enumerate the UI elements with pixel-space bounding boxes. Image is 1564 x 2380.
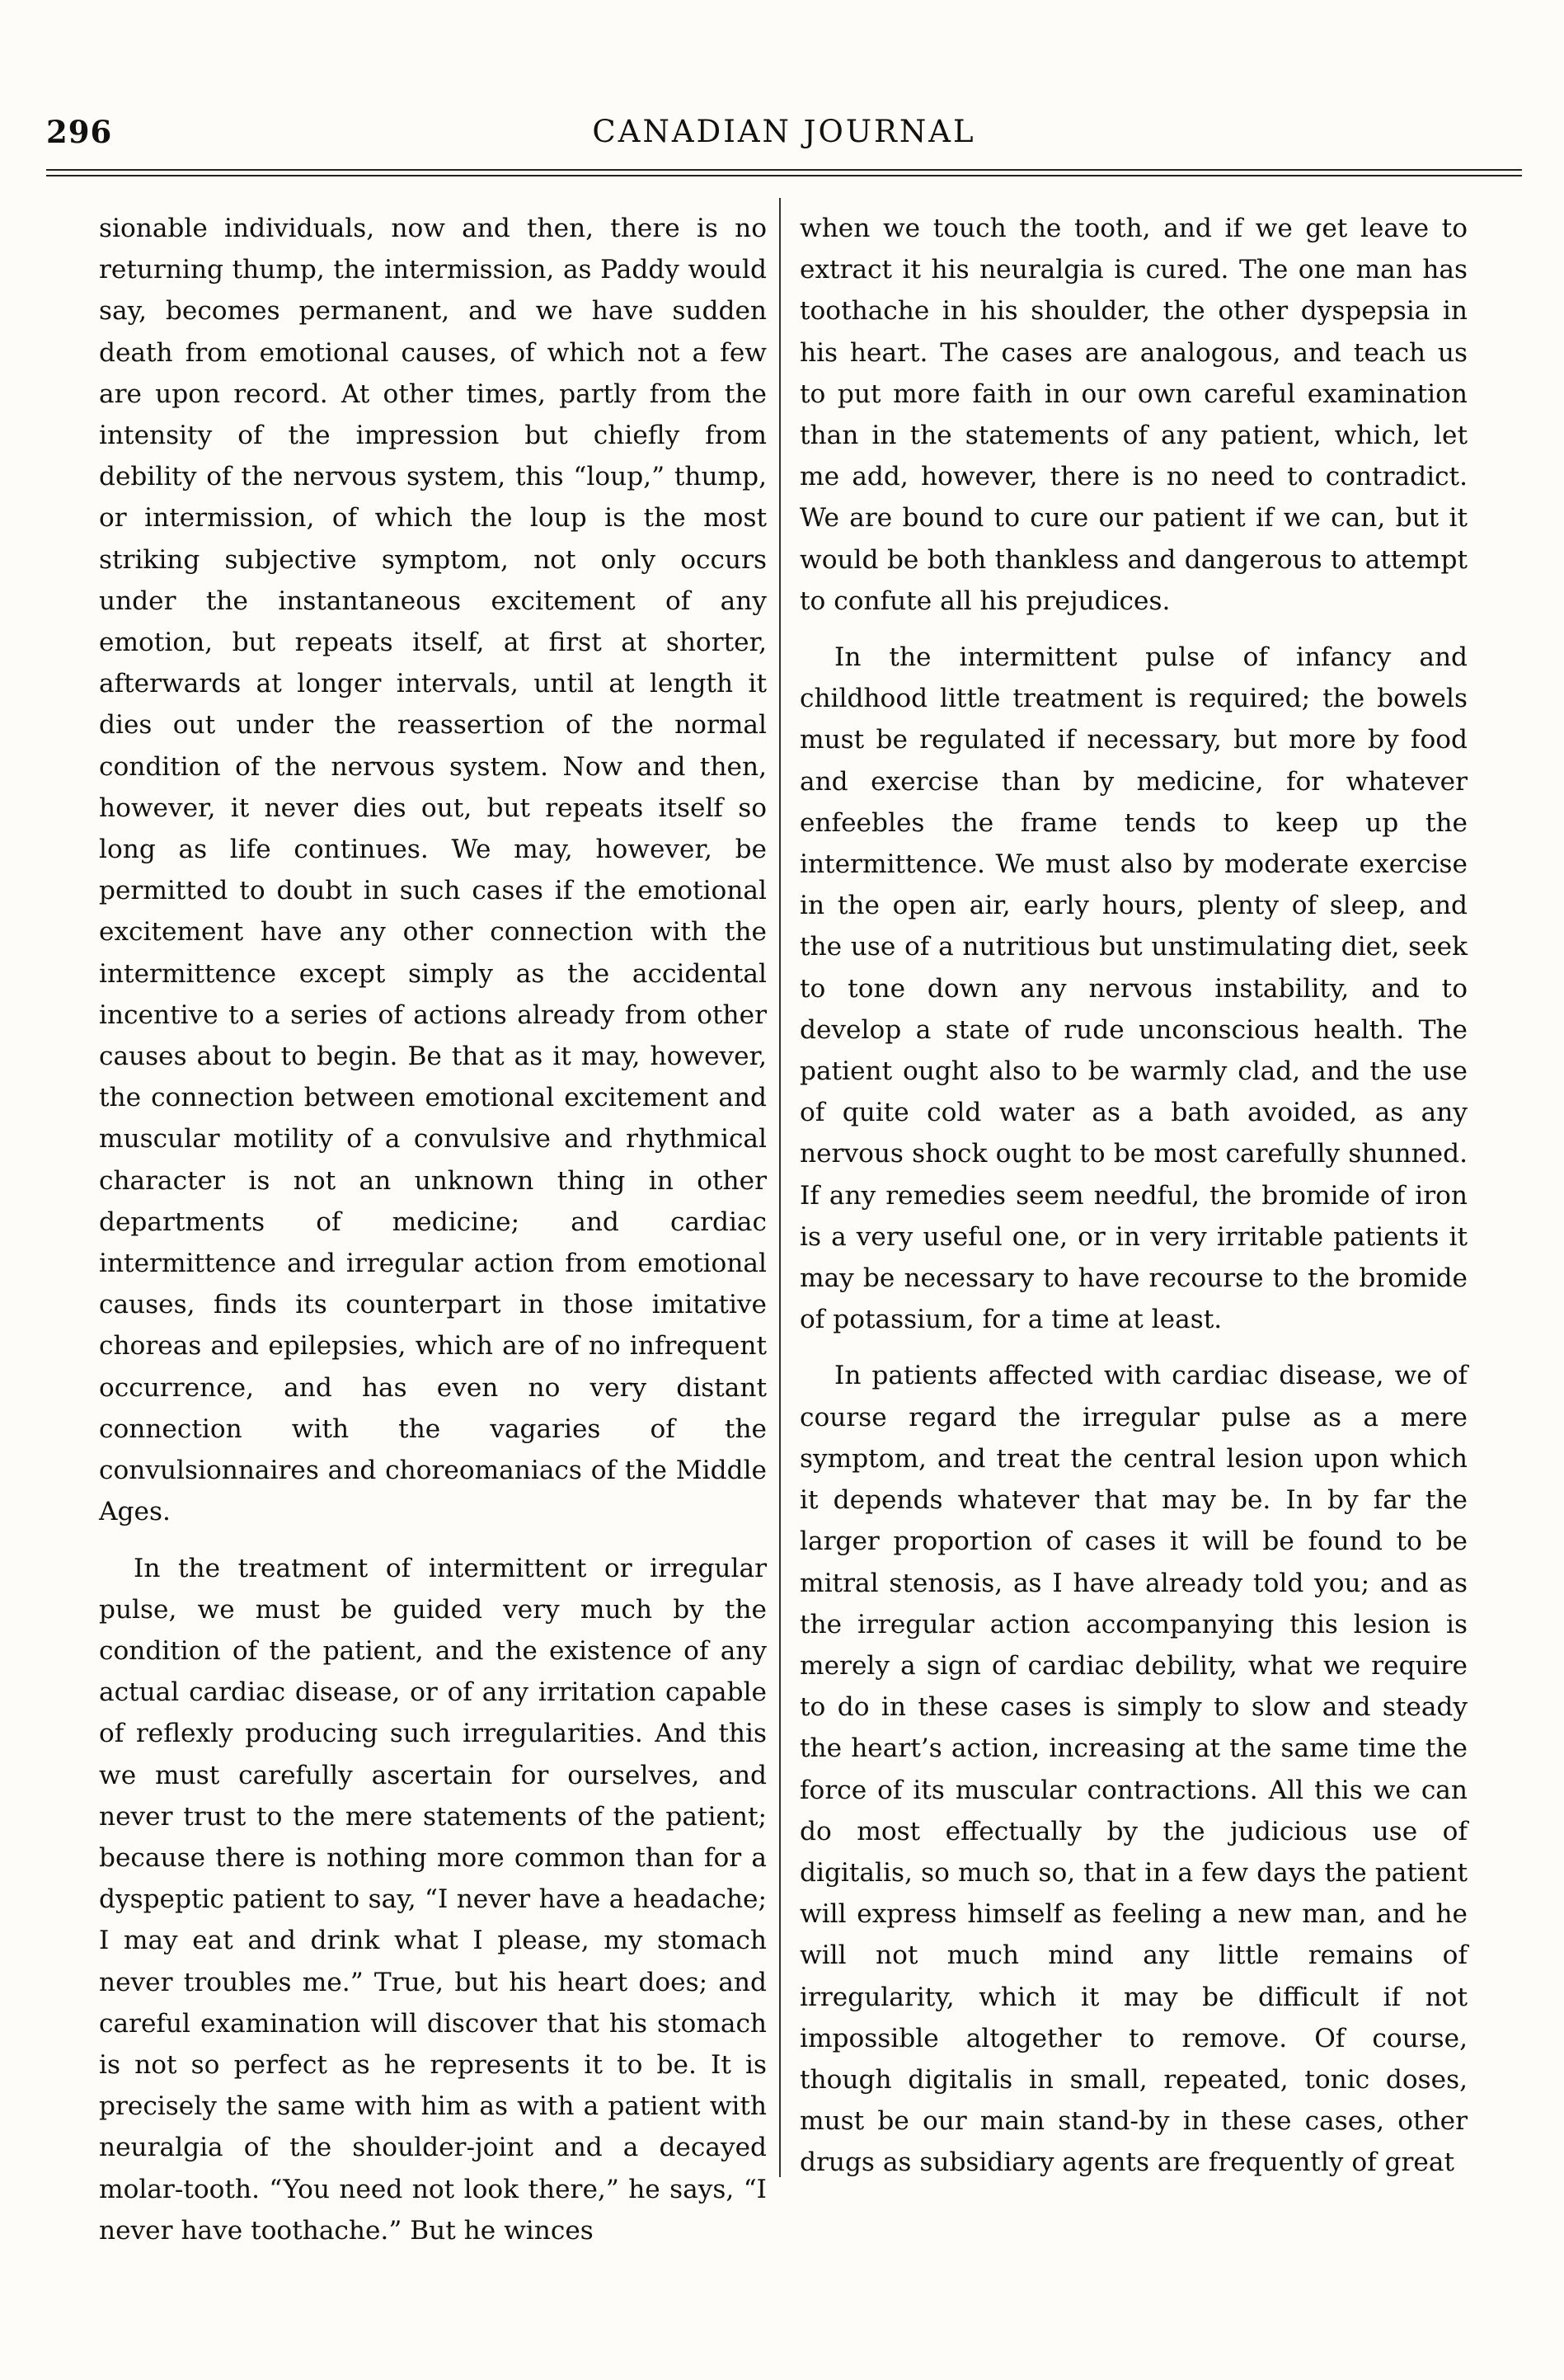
running-head: CANADIAN JOURNAL bbox=[592, 114, 976, 149]
left-paragraph-1: sionable individuals, now and then, there is no returning thump, the intermission, as Paddy would say, becomes permanent, and we have sudden death from emotional causes, of which not a few are upon record. At other times, partly from the intensity of the impression but chiefly from debility of the nervous system, this “loup,” thump, or intermission, of which the loup is the most striking subjective symptom, not only occurs under the instantaneous excitement of any emotion, but repeats itself, at first at shorter, afterwards at longer intervals, until at length it dies out under the reassertion of the normal condition of the nervous system. Now and then, however, it never dies out, but repeats itself so long as life continues. We may, however, be permitted to doubt in such cases if the emotional excitement have any other connection with the intermittence except simply as the accidental incentive to a series of actions already from other causes about to begin. Be that as it may, however, the connection between emotional excitement and muscular motility of a convulsive and rhythmical character is not an unknown thing in other departments of medicine; and cardiac intermittence and irregular action from emotional causes, finds its counterpart in those imitative choreas and epilepsies, which are of no infrequent occurrence, and has even no very distant connection with the vagaries of the convulsionnaires and choreomaniacs of the Middle Ages. bbox=[99, 214, 767, 1527]
header-rule-top bbox=[46, 169, 1522, 171]
right-paragraph-2: In the intermittent pulse of infancy and childhood little treatment is required; the bowels must be regulated if necessary, but more by food and exercise than by medicine, for whatever enfeebles the frame tends to keep up the intermittence. We must also by moderate exercise in the open air, early hours, plenty of sleep, and the use of a nutritious but unstimulating diet, seek to tone down any nervous instability, and to develop a state of rude unconscious health. The patient ought also to be warmly clad, and the use of quite cold water as a bath avoided, as any nervous shock ought to be most carefully shunned. If any remedies seem needful, the bromide of iron is a very useful one, or in very irritable patients it may be necessary to have recourse to the bromide of potassium, for a time at least. bbox=[800, 642, 1468, 1335]
page-header bbox=[46, 114, 1522, 155]
page-number: 296 bbox=[46, 114, 113, 150]
header-rule-bottom bbox=[46, 175, 1522, 176]
right-paragraph-3: In patients affected with cardiac disease, we of course regard the irregular pulse as a mere symptom, and treat the central lesion upon which it depends whatever that may be. In by far the larger proportion of cases it will be found to be mitral stenosis, as I have already told you; and as the irregular action accompanying this lesion is merely a sign of cardiac debility, what we require to do in these cases is simply to slow and steady the heart’s action, increasing at the same time the force of its muscular contractions. All this we can do most effectually by the judicious use of digitalis, so much so, that in a few days the patient will express himself as feeling a new man, and he will not much mind any little remains of irregularity, which it may be difficult if not impossible altogether to remove. Of course, though digitalis in small, repeated, tonic doses, must be our main stand-by in these cases, other drugs as subsidiary agents are frequently of great bbox=[800, 1361, 1468, 2178]
left-column bbox=[99, 208, 767, 2251]
left-paragraph-2: In the treatment of intermittent or irregular pulse, we must be guided very much by the condition of the patient, and the existence of any actual cardiac disease, or of any irritation capable of reflexly producing such irregularities. And this we must carefully ascertain for ourselves, and never trust to the mere statements of the patient; because there is nothing more common than for a dyspeptic patient to say, “I never have a headache; I may eat and drink what I please, my stomach never troubles me.” True, but his heart does; and careful examination will discover that his stomach is not so perfect as he represents it to be. It is precisely the same with him as with a patient with neuralgia of the shoulder-joint and a decayed molar-tooth. “You need not look there,” he says, “I never have toothache.” But he winces bbox=[99, 1553, 767, 2246]
column-divider bbox=[779, 198, 781, 2177]
right-paragraph-1: when we touch the tooth, and if we get leave to extract it his neuralgia is cured. The one man has toothache in his shoulder, the other dyspepsia in his heart. The cases are analogous, and teach us to put more faith in our own careful examination than in the statements of any patient, which, let me add, however, there is no need to contradict. We are bound to cure our patient if we can, but it would be both thankless and dangerous to attempt to confute all his prejudices. bbox=[800, 214, 1468, 616]
right-column bbox=[800, 208, 1468, 2184]
